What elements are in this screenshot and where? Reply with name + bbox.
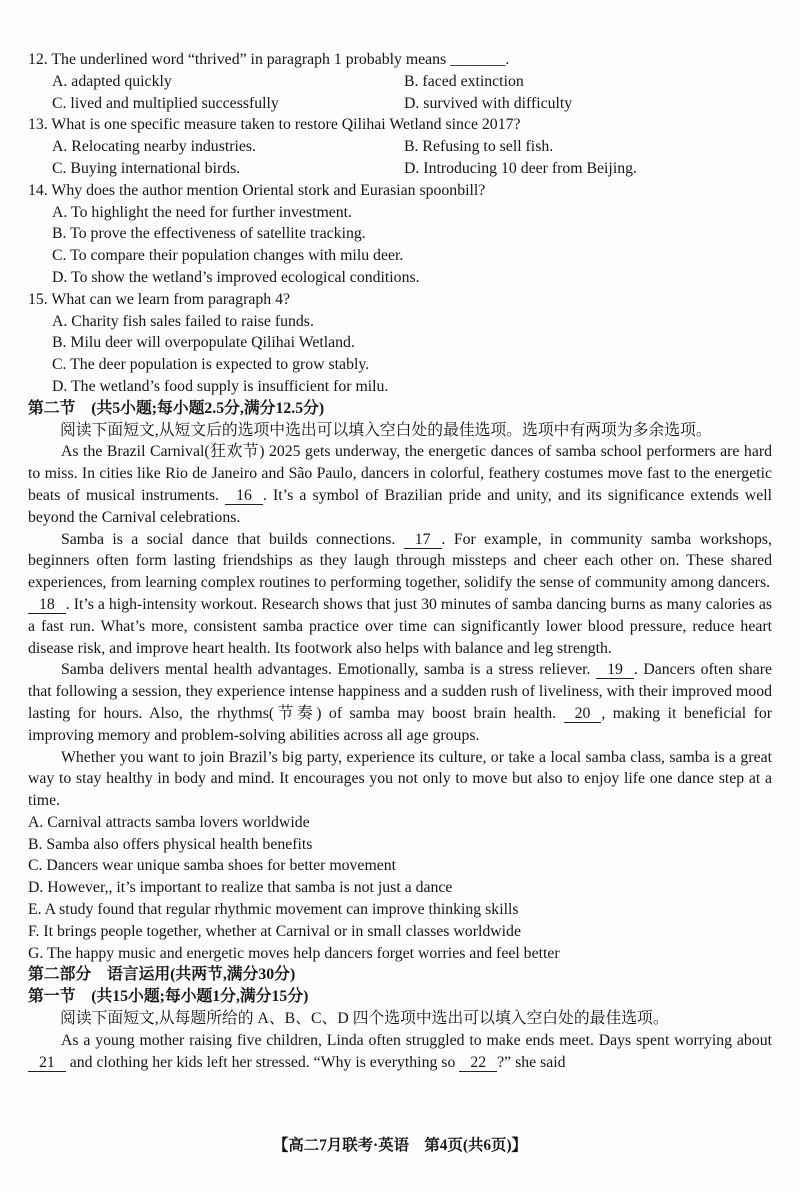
option-b: B. To prove the effectiveness of satellite tracking. [52,225,366,243]
part-sub-heading: 第一节 (共15小题;每小题1分,满分15分) [28,988,309,1006]
option-d: D. Introducing 10 deer from Beijing. [404,159,637,177]
part-instruction: 阅读下面短文,从每题所给的 A、B、C、D 四个选项中选出可以填入空白处的最佳选项。 [60,1010,669,1028]
blank-20: 20 [564,705,602,723]
question-14 [28,180,772,289]
option-a: A. Charity fish sales failed to raise funds. [52,312,314,330]
question-options [28,311,772,398]
question-options [28,136,772,180]
blank-19: 19 [596,661,634,679]
section-heading: 第二节 (共5小题;每小题2.5分,满分12.5分) [28,399,325,417]
cloze-choices [28,812,772,965]
option-c: C. Buying international birds. [52,159,241,177]
question-stem: 12. The underlined word “thrived” in paragraph 1 probably means _______. [28,51,510,68]
cloze-test-passage: As a young mother raising five children, Linda often struggled to make ends meet. Days spent worrying about 21 and clothing her kids left her stressed. “Why is everything so 22 ?” she said [28,1030,772,1074]
page-footer: 【高二7月联考·英语 第4页(共6页)】 [273,1137,527,1154]
section-2 [28,398,772,965]
option-a: A. Relocating nearby industries. [52,138,256,156]
option-d: D. The wetland’s food supply is insufficient for milu. [52,377,389,395]
part-heading: 第二部分 语言运用(共两节,满分30分) [28,966,296,984]
choice-g: G. The happy music and energetic moves help dancers forget worries and feel better [28,944,560,962]
choice-d: D. However,, it’s important to realize that samba is not just a dance [28,879,453,897]
question-13 [28,114,772,179]
section-instruction: 阅读下面短文,从短文后的选项中选出可以填入空白处的最佳选项。选项中有两项为多余选项。 [60,421,712,439]
blank-17: 17 [404,531,442,549]
cloze-paragraph-1: As the Brazil Carnival(狂欢节) 2025 gets underway, the energetic dances of samba school performers are hard to miss. In cities like Rio de Janeiro and São Paulo, dancers in colorful, feathery costumes move fast to the energetic beats of musical instruments. 16 . It’s a symbol of Brazilian pride and unity, and its significance extends well beyond the Carnival celebrations. [28,443,772,526]
option-c: C. The deer population is expected to grow stably. [52,356,370,374]
cloze-paragraph-4: Samba delivers mental health advantages. Emotionally, samba is a stress reliever. 19 . Dancers often share that following a session, they experience intense happiness and a sudden rush of liveliness, with their improved mood lasting for hours. Also, the rhythms(节奏) of samba may boost brain health. 20 , making it beneficial for improving memory and problem-solving abilities across all age groups. [28,661,772,744]
option-c: C. To compare their population changes with milu deer. [52,247,404,265]
question-options [28,202,772,289]
cloze-paragraph-2: Samba is a social dance that builds connections. 17 . For example, in community samba workshops, beginners often form lasting friendships as they laugh through missteps and cheer each other on. These shared experiences, from learning complex routines to performing together, solidify the sense of community among dancers. [28,530,772,592]
blank-16: 16 [225,487,263,505]
choice-f: F. It brings people together, whether at Carnival or in small classes worldwide [28,922,521,940]
cloze-paragraph-3: 18 . It’s a high-intensity workout. Research shows that just 30 minutes of samba dancing burns as many calories as a fast run. What’s more, consistent samba practice over time can significantly lower blood pressure, reduce heart disease risk, and improve heart health. Its footwork also helps with balance and leg strength. [28,595,772,657]
option-a: A. To highlight the need for further investment. [52,203,352,221]
choice-e: E. A study found that regular rhythmic movement can improve thinking skills [28,901,519,919]
question-15 [28,289,772,398]
option-b: B. Refusing to sell fish. [404,138,554,156]
option-a: A. adapted quickly [52,72,172,90]
choice-c: C. Dancers wear unique samba shoes for better movement [28,857,397,875]
blank-21: 21 [28,1054,66,1072]
blank-18: 18 [28,596,66,614]
option-b: B. Milu deer will overpopulate Qilihai Wetland. [52,334,355,352]
blank-22: 22 [459,1054,497,1072]
option-d: D. To show the wetland’s improved ecological conditions. [52,268,420,286]
question-stem: 14. Why does the author mention Oriental stork and Eurasian spoonbill? [28,181,486,199]
choice-a: A. Carnival attracts samba lovers worldwide [28,813,310,831]
question-stem: 13. What is one specific measure taken to restore Qilihai Wetland since 2017? [28,116,521,134]
option-d: D. survived with difficulty [404,94,573,112]
part-2 [28,964,772,1073]
question-12 [28,49,772,114]
question-stem: 15. What can we learn from paragraph 4? [28,290,290,308]
cloze-paragraph-5: Whether you want to join Brazil’s big party, experience its culture, or take a local samba class, samba is a great way to stay healthy in body and mind. It encourages you not only to move but also to enjoy life one dance step at a time. [28,748,772,810]
option-b: B. faced extinction [404,72,524,90]
question-options [28,71,772,115]
choice-b: B. Samba also offers physical health benefits [28,835,313,853]
option-c: C. lived and multiplied successfully [52,94,279,112]
